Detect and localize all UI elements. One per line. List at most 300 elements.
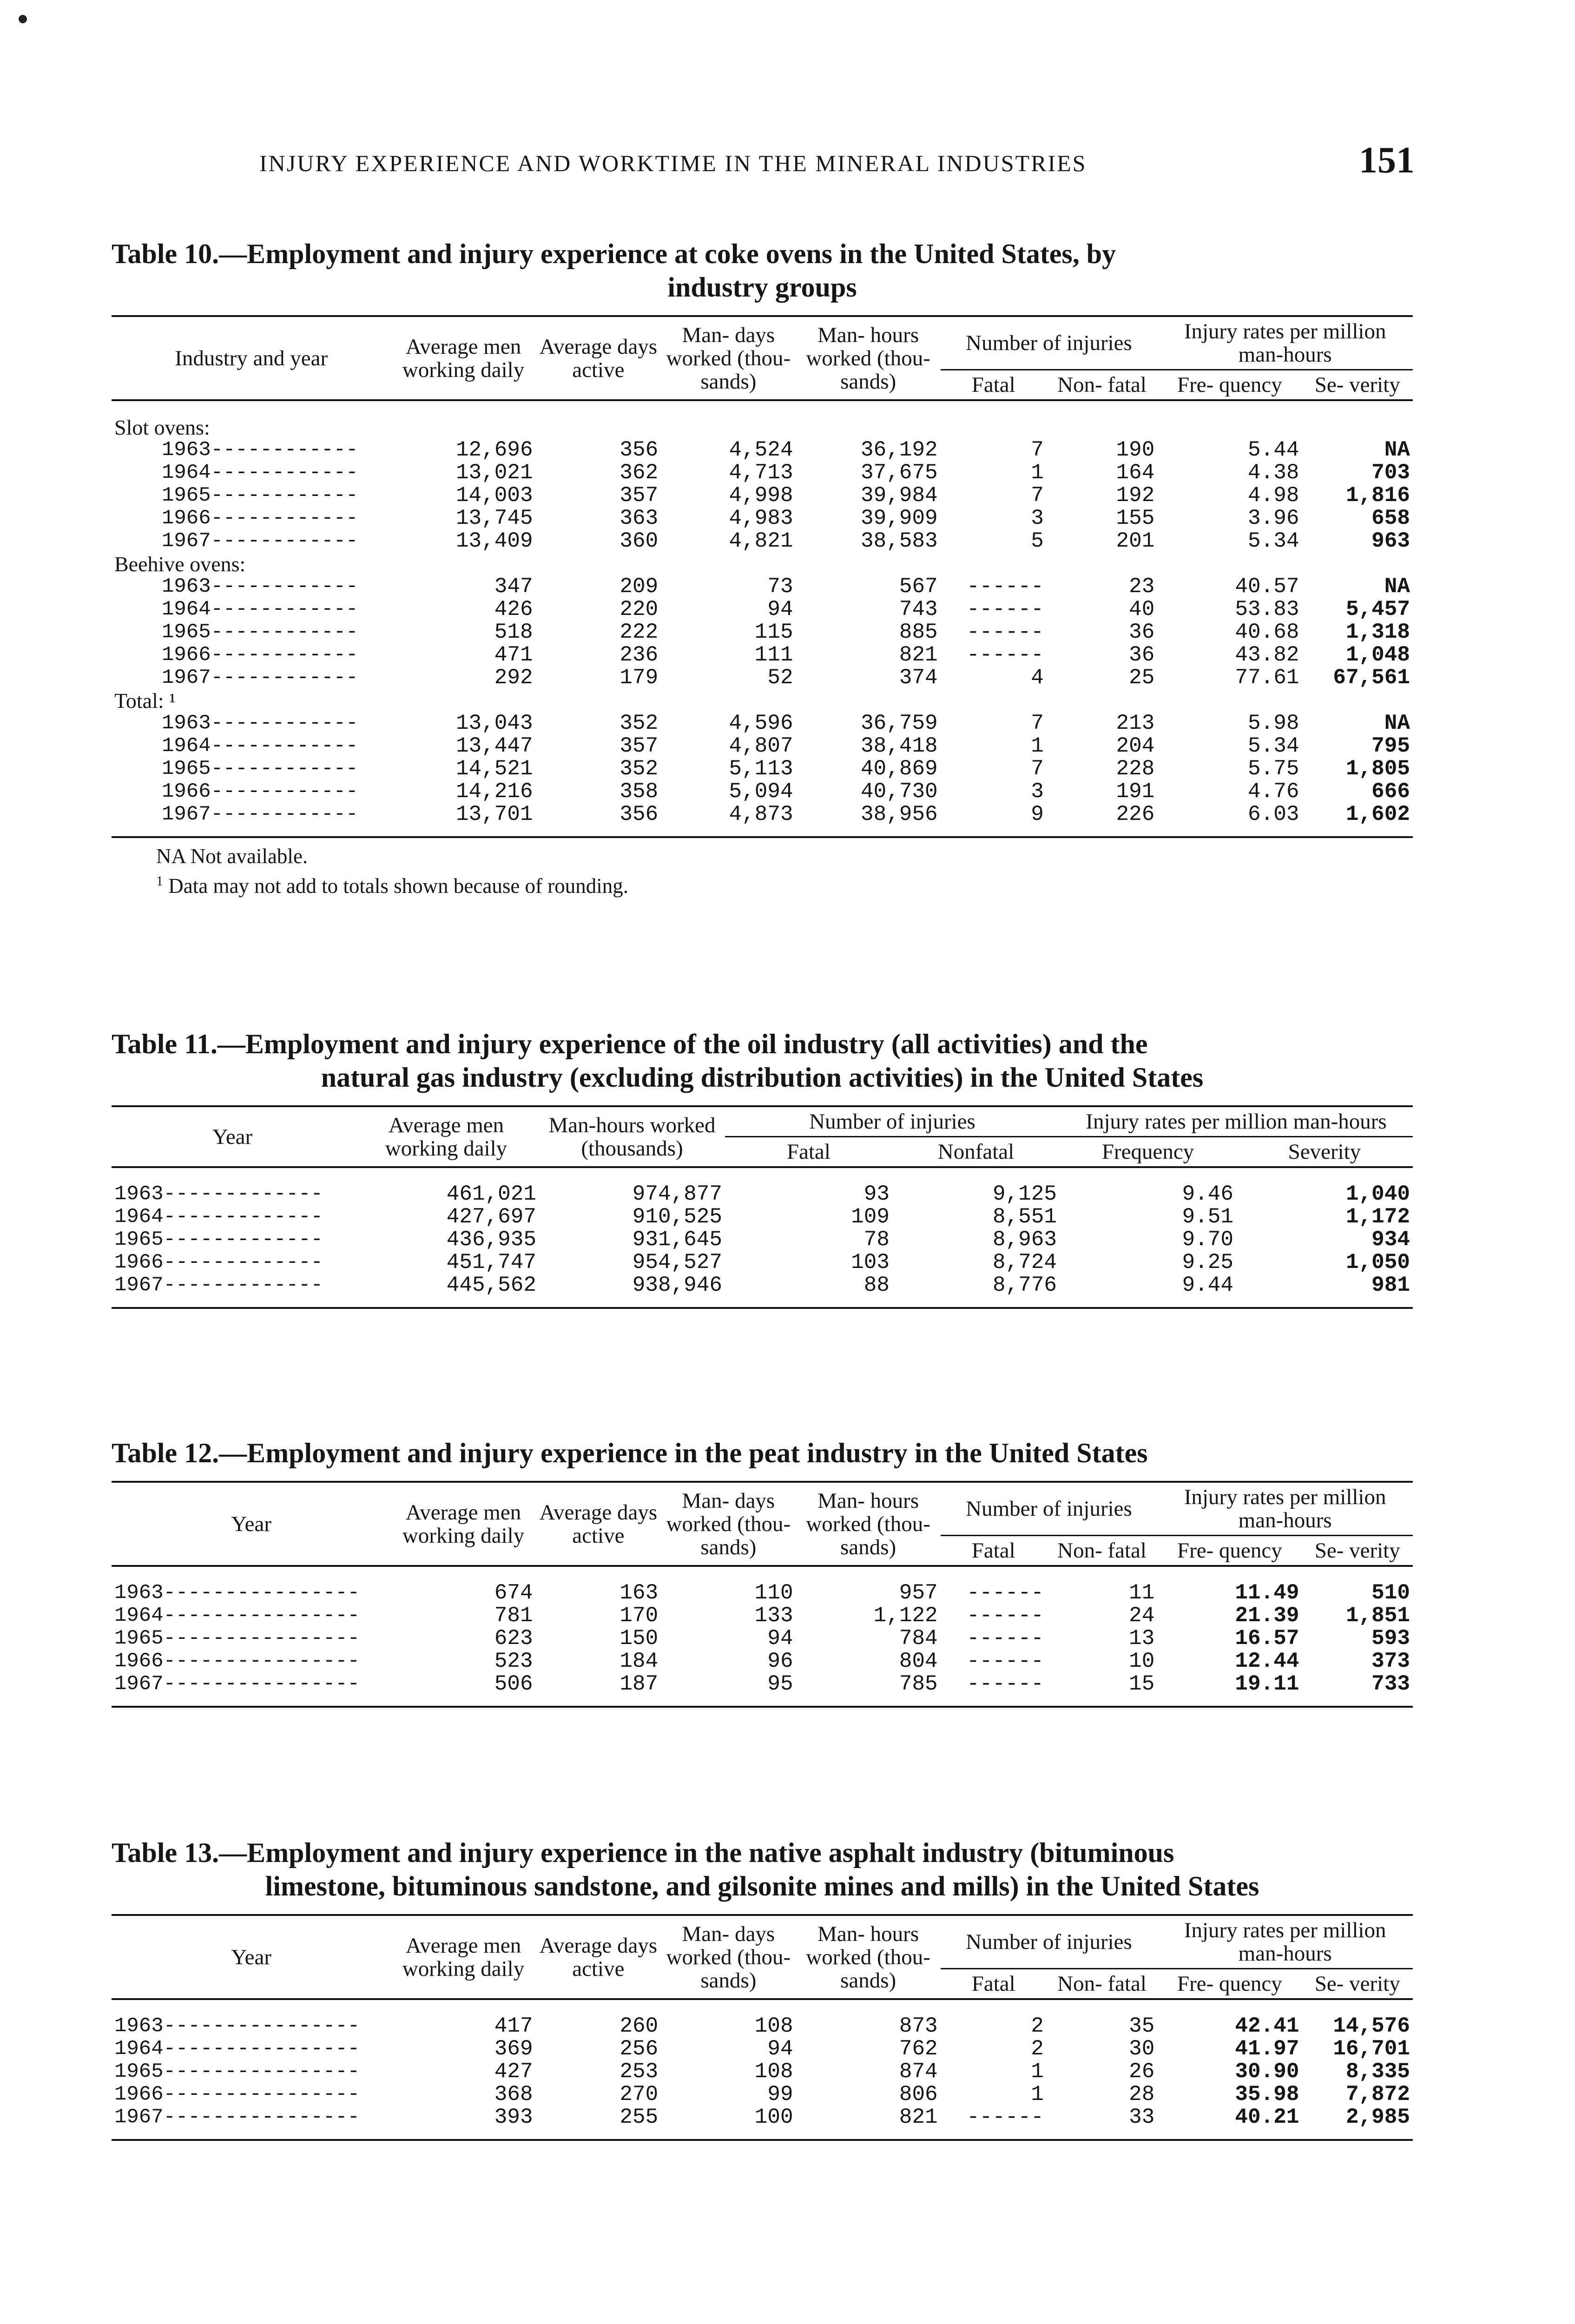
table-row (112, 1582, 1413, 1604)
frequency-cell: 40.21 (1235, 2105, 1299, 2129)
man-hours-cell: 39,984 (861, 483, 938, 508)
avg-men-cell: 451,747 (446, 1250, 536, 1274)
man-hours-cell: 910,525 (632, 1205, 722, 1229)
fatal-cell: ------ (967, 1581, 1044, 1605)
page-number: 151 (1359, 140, 1415, 181)
table-row (112, 667, 1413, 689)
severity-cell: 795 (1371, 734, 1410, 758)
frequency-cell: 40.57 (1235, 574, 1299, 599)
table-row (112, 484, 1413, 507)
avg-days-cell: 187 (619, 1672, 659, 1696)
avg-days-cell: 184 (619, 1649, 659, 1673)
header-fatal: Fatal (941, 1969, 1047, 2000)
group-row (112, 553, 1413, 575)
avg-men-cell: 14,521 (455, 757, 533, 781)
note-1-text: Data may not add to totals shown because of rounding. (168, 874, 629, 898)
frequency-cell: 9.70 (1182, 1228, 1233, 1252)
frequency-cell: 5.98 (1248, 711, 1299, 735)
avg-days-cell: 179 (619, 666, 659, 690)
fatal-cell: 1 (1031, 2060, 1044, 2084)
row-label: 1965---------------- (114, 1627, 360, 1650)
man-hours-cell: 1,122 (873, 1604, 938, 1628)
man-hours-cell: 374 (899, 666, 938, 690)
row-label: 1967------------- (114, 1274, 323, 1297)
man-hours-cell: 804 (899, 1649, 938, 1673)
header-severity: Se- verity (1302, 370, 1413, 401)
severity-cell: 733 (1371, 1672, 1410, 1696)
avg-men-cell: 368 (494, 2082, 533, 2106)
table-row (112, 621, 1413, 644)
table-row (112, 1673, 1413, 1707)
table-13-caption (112, 1836, 1413, 1903)
row-label: 1965------------ (162, 484, 358, 507)
severity-cell: 1,602 (1345, 802, 1410, 826)
header-fatal: Fatal (941, 370, 1047, 401)
header-frequency: Fre- quency (1157, 1969, 1302, 2000)
nonfatal-cell: 36 (1129, 620, 1155, 644)
severity-cell: 703 (1371, 461, 1410, 485)
header-industry-year: Industry and year (175, 346, 328, 370)
header-nonfatal: Non- fatal (1047, 1969, 1158, 2000)
fatal-cell: 1 (1031, 734, 1044, 758)
man-hours-cell: 762 (899, 2037, 938, 2061)
man-hours-cell: 39,909 (861, 506, 938, 530)
nonfatal-cell: 228 (1116, 757, 1155, 781)
nonfatal-cell: 10 (1129, 1649, 1155, 1673)
nonfatal-cell: 24 (1129, 1604, 1155, 1628)
frequency-cell: 16.57 (1235, 1626, 1299, 1651)
header-num-injuries: Number of injuries (809, 1109, 975, 1134)
header-avg-men: Average men working daily (385, 1113, 507, 1161)
avg-men-cell: 674 (494, 1581, 533, 1605)
severity-cell: NA (1384, 711, 1410, 735)
man-hours-cell: 567 (899, 574, 938, 599)
avg-men-cell: 436,935 (446, 1228, 536, 1252)
header-man-days: Man- days worked (thou- sands) (666, 323, 791, 394)
header-frequency: Fre- quency (1157, 1536, 1302, 1566)
severity-cell: 7,872 (1345, 2082, 1410, 2106)
fatal-cell: ------ (967, 1649, 1044, 1673)
row-label: 1963------------- (114, 1182, 323, 1206)
nonfatal-cell: 192 (1116, 483, 1155, 508)
table-row (112, 1274, 1413, 1308)
table-11-body (112, 1167, 1413, 1308)
man-days-cell: 115 (754, 620, 793, 644)
table-12-body (112, 1566, 1413, 1707)
row-label: 1966------------ (162, 507, 358, 530)
fatal-cell: 5 (1031, 529, 1044, 553)
header-fatal: Fatal (941, 1536, 1047, 1566)
avg-men-cell: 427,697 (446, 1205, 536, 1229)
table-13-grid (112, 1914, 1413, 2141)
man-hours-cell: 874 (899, 2060, 938, 2084)
nonfatal-cell: 213 (1116, 711, 1155, 735)
frequency-cell: 5.34 (1248, 734, 1299, 758)
avg-men-cell: 12,696 (455, 438, 533, 462)
table-row (112, 1251, 1413, 1274)
avg-men-cell: 417 (494, 2014, 533, 2038)
table-row (112, 2083, 1413, 2106)
table-row (112, 2038, 1413, 2060)
avg-days-cell: 256 (619, 2037, 659, 2061)
severity-cell: 1,851 (1345, 1604, 1410, 1628)
row-label: 1966------------- (114, 1251, 323, 1274)
frequency-cell: 3.96 (1248, 506, 1299, 530)
row-label: 1965------------- (114, 1228, 323, 1251)
header-injury-rates: Injury rates per million man-hours (1184, 1485, 1386, 1532)
man-hours-cell: 38,956 (861, 802, 938, 826)
frequency-cell: 53.83 (1235, 597, 1299, 621)
nonfatal-cell: 15 (1129, 1672, 1155, 1696)
table-row (112, 507, 1413, 530)
header-man-days: Man- days worked (thou- sands) (666, 1488, 791, 1559)
header-man-hours: Man-hours worked (thousands) (548, 1113, 716, 1161)
row-label: 1965------------ (162, 621, 358, 644)
frequency-cell: 12.44 (1235, 1649, 1299, 1673)
header-frequency: Frequency (1060, 1137, 1236, 1168)
table-row (112, 530, 1413, 553)
header-severity: Severity (1236, 1137, 1413, 1168)
frequency-cell: 40.68 (1235, 620, 1299, 644)
fatal-cell: 7 (1031, 483, 1044, 508)
man-days-cell: 100 (754, 2105, 793, 2129)
group-label: Total: ¹ (114, 689, 176, 713)
avg-men-cell: 14,216 (455, 779, 533, 804)
frequency-cell: 4.38 (1248, 461, 1299, 485)
spacer-cell (112, 1999, 1413, 2015)
avg-days-cell: 150 (619, 1626, 659, 1651)
group-label: Beehive ovens: (114, 552, 246, 576)
row-label: 1963------------ (162, 575, 358, 598)
fatal-cell: ------ (967, 643, 1044, 667)
table-row (112, 1183, 1413, 1206)
nonfatal-cell: 8,776 (992, 1273, 1057, 1297)
severity-cell: 1,318 (1345, 620, 1410, 644)
frequency-cell: 5.44 (1248, 438, 1299, 462)
avg-men-cell: 13,701 (455, 802, 533, 826)
man-hours-cell: 885 (899, 620, 938, 644)
table-13-caption-line1: Table 13.—Employment and injury experience in the native asphalt industry (bituminous (112, 1837, 1174, 1868)
row-label: 1966---------------- (114, 1650, 360, 1673)
severity-cell: 1,172 (1345, 1205, 1410, 1229)
nonfatal-cell: 25 (1129, 666, 1155, 690)
man-hours-cell: 38,583 (861, 529, 938, 553)
header-num-injuries: Number of injuries (966, 1497, 1132, 1521)
frequency-cell: 9.51 (1182, 1205, 1233, 1229)
row-label: 1966---------------- (114, 2083, 360, 2106)
avg-men-cell: 13,043 (455, 711, 533, 735)
severity-cell: 67,561 (1333, 666, 1410, 690)
avg-days-cell: 222 (619, 620, 659, 644)
man-days-cell: 108 (754, 2060, 793, 2084)
fatal-cell: 7 (1031, 757, 1044, 781)
man-days-cell: 94 (767, 2037, 793, 2061)
row-label: 1965------------ (162, 757, 358, 780)
avg-men-cell: 13,745 (455, 506, 533, 530)
avg-days-cell: 163 (619, 1581, 659, 1605)
table-10-caption-line1: Table 10.—Employment and injury experience at coke ovens in the United States, by (112, 238, 1116, 269)
man-days-cell: 99 (767, 2082, 793, 2106)
header-injury-rates: Injury rates per million man-hours (1184, 1918, 1386, 1966)
man-hours-cell: 954,527 (632, 1250, 722, 1274)
table-row (112, 2106, 1413, 2140)
severity-cell: 8,335 (1345, 2060, 1410, 2084)
man-hours-cell: 957 (899, 1581, 938, 1605)
avg-days-cell: 236 (619, 643, 659, 667)
fatal-cell: 2 (1031, 2014, 1044, 2038)
fatal-cell: ------ (967, 1626, 1044, 1651)
severity-cell: 1,050 (1345, 1250, 1410, 1274)
man-hours-cell: 821 (899, 643, 938, 667)
frequency-cell: 19.11 (1235, 1672, 1299, 1696)
avg-men-cell: 426 (494, 597, 533, 621)
table-12-caption-line1: Table 12.—Employment and injury experience in the peat industry in the United States (112, 1438, 1148, 1468)
avg-days-cell: 352 (619, 757, 659, 781)
header-year: Year (231, 1512, 272, 1536)
header-fatal: Fatal (725, 1137, 892, 1168)
table-10-caption (112, 237, 1413, 304)
avg-days-cell: 356 (619, 802, 659, 826)
man-days-cell: 52 (767, 666, 793, 690)
frequency-cell: 43.82 (1235, 643, 1299, 667)
spacer-cell (112, 1566, 1413, 1582)
fatal-cell: 78 (863, 1228, 890, 1252)
frequency-cell: 30.90 (1235, 2060, 1299, 2084)
man-hours-cell: 784 (899, 1626, 938, 1651)
severity-cell: 658 (1371, 506, 1410, 530)
man-days-cell: 96 (767, 1649, 793, 1673)
header-num-injuries: Number of injuries (966, 331, 1132, 355)
avg-days-cell: 356 (619, 438, 659, 462)
severity-cell: 1,816 (1345, 483, 1410, 508)
note-na: NA Not available. (156, 845, 308, 868)
avg-days-cell: 357 (619, 483, 659, 508)
fatal-cell: 109 (851, 1205, 890, 1229)
table-row (112, 1228, 1413, 1251)
man-days-cell: 4,873 (729, 802, 793, 826)
row-label: 1967------------ (162, 666, 358, 689)
header-avg-days: Average days active (539, 334, 658, 382)
table-13-body (112, 1999, 1413, 2140)
man-days-cell: 4,713 (729, 461, 793, 485)
table-row (112, 644, 1413, 667)
header-avg-days: Average days active (539, 1933, 658, 1981)
frequency-cell: 9.25 (1182, 1250, 1233, 1274)
man-hours-cell: 40,730 (861, 779, 938, 804)
nonfatal-cell: 204 (1116, 734, 1155, 758)
avg-days-cell: 209 (619, 574, 659, 599)
man-days-cell: 73 (767, 574, 793, 599)
row-label: 1964---------------- (114, 1604, 360, 1627)
avg-men-cell: 427 (494, 2060, 533, 2084)
header-nonfatal: Nonfatal (892, 1137, 1060, 1168)
man-hours-cell: 743 (899, 597, 938, 621)
man-hours-cell: 806 (899, 2082, 938, 2106)
man-days-cell: 94 (767, 597, 793, 621)
note-1-mark: 1 (156, 873, 163, 889)
row-label: 1964------------ (162, 734, 358, 758)
table-10-notes (112, 844, 1413, 898)
header-avg-men: Average men working daily (402, 1933, 525, 1981)
row-label: 1963------------ (162, 712, 358, 735)
fatal-cell: 2 (1031, 2037, 1044, 2061)
row-label: 1964------------ (162, 598, 358, 621)
table-row (112, 1627, 1413, 1650)
frequency-cell: 9.46 (1182, 1182, 1233, 1206)
avg-days-cell: 253 (619, 2060, 659, 2084)
avg-days-cell: 255 (619, 2105, 659, 2129)
nonfatal-cell: 201 (1116, 529, 1155, 553)
avg-men-cell: 781 (494, 1604, 533, 1628)
avg-men-cell: 393 (494, 2105, 533, 2129)
man-hours-cell: 931,645 (632, 1228, 722, 1252)
header-severity: Se- verity (1302, 1969, 1413, 2000)
group-row (112, 416, 1413, 439)
header-severity: Se- verity (1302, 1536, 1413, 1566)
nonfatal-cell: 226 (1116, 802, 1155, 826)
frequency-cell: 4.98 (1248, 483, 1299, 508)
nonfatal-cell: 33 (1129, 2105, 1155, 2129)
table-11-caption (112, 1027, 1413, 1094)
nonfatal-cell: 11 (1129, 1581, 1155, 1605)
header-man-days: Man- days worked (thou- sands) (666, 1921, 791, 1993)
table-11-grid (112, 1105, 1413, 1309)
table-row (112, 462, 1413, 484)
fatal-cell: ------ (967, 1604, 1044, 1628)
row-label: 1964------------ (162, 461, 358, 484)
man-days-cell: 95 (767, 1672, 793, 1696)
avg-men-cell: 506 (494, 1672, 533, 1696)
note-1 (156, 869, 1413, 898)
man-hours-cell: 785 (899, 1672, 938, 1696)
table-11 (112, 1027, 1413, 1309)
avg-days-cell: 358 (619, 779, 659, 804)
table-10-body (112, 400, 1413, 837)
frequency-cell: 21.39 (1235, 1604, 1299, 1628)
table-row (112, 1206, 1413, 1228)
header-man-hours: Man- hours worked (thou- sands) (806, 323, 930, 394)
table-10-caption-line2: industry groups (667, 272, 857, 303)
avg-days-cell: 363 (619, 506, 659, 530)
fatal-cell: ------ (967, 1672, 1044, 1696)
row-label: 1963---------------- (114, 2014, 360, 2038)
severity-cell: 5,457 (1345, 597, 1410, 621)
severity-cell: 981 (1371, 1273, 1410, 1297)
avg-days-cell: 170 (619, 1604, 659, 1628)
nonfatal-cell: 30 (1129, 2037, 1155, 2061)
row-label: 1967---------------- (114, 1672, 360, 1696)
man-hours-cell: 36,192 (861, 438, 938, 462)
man-days-cell: 4,998 (729, 483, 793, 508)
header-avg-men: Average men working daily (402, 334, 525, 382)
avg-men-cell: 623 (494, 1626, 533, 1651)
nonfatal-cell: 8,724 (992, 1250, 1057, 1274)
severity-cell: 373 (1371, 1649, 1410, 1673)
man-days-cell: 108 (754, 2014, 793, 2038)
table-row (112, 2060, 1413, 2083)
table-row (112, 575, 1413, 598)
row-label: 1964------------- (114, 1205, 323, 1228)
fatal-cell: 103 (851, 1250, 890, 1274)
man-hours-cell: 974,877 (632, 1182, 722, 1206)
severity-cell: NA (1384, 574, 1410, 599)
avg-days-cell: 352 (619, 711, 659, 735)
nonfatal-cell: 8,963 (992, 1228, 1057, 1252)
table-row (112, 735, 1413, 758)
man-days-cell: 110 (754, 1581, 793, 1605)
avg-men-cell: 13,409 (455, 529, 533, 553)
table-10 (112, 237, 1413, 898)
severity-cell: 510 (1371, 1581, 1410, 1605)
man-hours-cell: 821 (899, 2105, 938, 2129)
frequency-cell: 41.97 (1235, 2037, 1299, 2061)
man-hours-cell: 36,759 (861, 711, 938, 735)
fatal-cell: 7 (1031, 711, 1044, 735)
nonfatal-cell: 164 (1116, 461, 1155, 485)
spacer-cell (112, 400, 1413, 416)
nonfatal-cell: 40 (1129, 597, 1155, 621)
nonfatal-cell: 9,125 (992, 1182, 1057, 1206)
fatal-cell: 3 (1031, 779, 1044, 804)
frequency-cell: 6.03 (1248, 802, 1299, 826)
man-hours-cell: 37,675 (861, 461, 938, 485)
table-row (112, 712, 1413, 735)
man-days-cell: 4,983 (729, 506, 793, 530)
row-label: 1964---------------- (114, 2037, 360, 2060)
nonfatal-cell: 8,551 (992, 1205, 1057, 1229)
fatal-cell: ------ (967, 620, 1044, 644)
group-row (112, 689, 1413, 712)
nonfatal-cell: 35 (1129, 2014, 1155, 2038)
nonfatal-cell: 26 (1129, 2060, 1155, 2084)
table-row (112, 598, 1413, 621)
row-label: 1967---------------- (114, 2106, 360, 2129)
avg-days-cell: 260 (619, 2014, 659, 2038)
avg-days-cell: 220 (619, 597, 659, 621)
man-hours-cell: 38,418 (861, 734, 938, 758)
table-10-grid (112, 315, 1413, 838)
table-row (112, 439, 1413, 462)
fatal-cell: ------ (967, 574, 1044, 599)
man-hours-cell: 873 (899, 2014, 938, 2038)
row-label: 1966------------ (162, 780, 358, 803)
severity-cell: 16,701 (1333, 2037, 1410, 2061)
header-nonfatal: Non- fatal (1047, 370, 1158, 401)
header-year: Year (231, 1945, 272, 1969)
table-row (112, 780, 1413, 803)
avg-men-cell: 445,562 (446, 1273, 536, 1297)
avg-days-cell: 362 (619, 461, 659, 485)
frequency-cell: 4.76 (1248, 779, 1299, 804)
header-avg-men: Average men working daily (402, 1500, 525, 1548)
fatal-cell: 4 (1031, 666, 1044, 690)
severity-cell: NA (1384, 438, 1410, 462)
man-hours-cell: 40,869 (861, 757, 938, 781)
man-days-cell: 94 (767, 1626, 793, 1651)
header-avg-days: Average days active (539, 1500, 658, 1548)
severity-cell: 934 (1371, 1228, 1410, 1252)
avg-men-cell: 14,003 (455, 483, 533, 508)
nonfatal-cell: 191 (1116, 779, 1155, 804)
spacer-row (112, 400, 1413, 416)
fatal-cell: ------ (967, 597, 1044, 621)
avg-men-cell: 13,021 (455, 461, 533, 485)
fatal-cell: 1 (1031, 461, 1044, 485)
spacer-row (112, 1566, 1413, 1582)
fatal-cell: 9 (1031, 802, 1044, 826)
frequency-cell: 11.49 (1235, 1581, 1299, 1605)
header-man-hours: Man- hours worked (thou- sands) (806, 1488, 930, 1559)
